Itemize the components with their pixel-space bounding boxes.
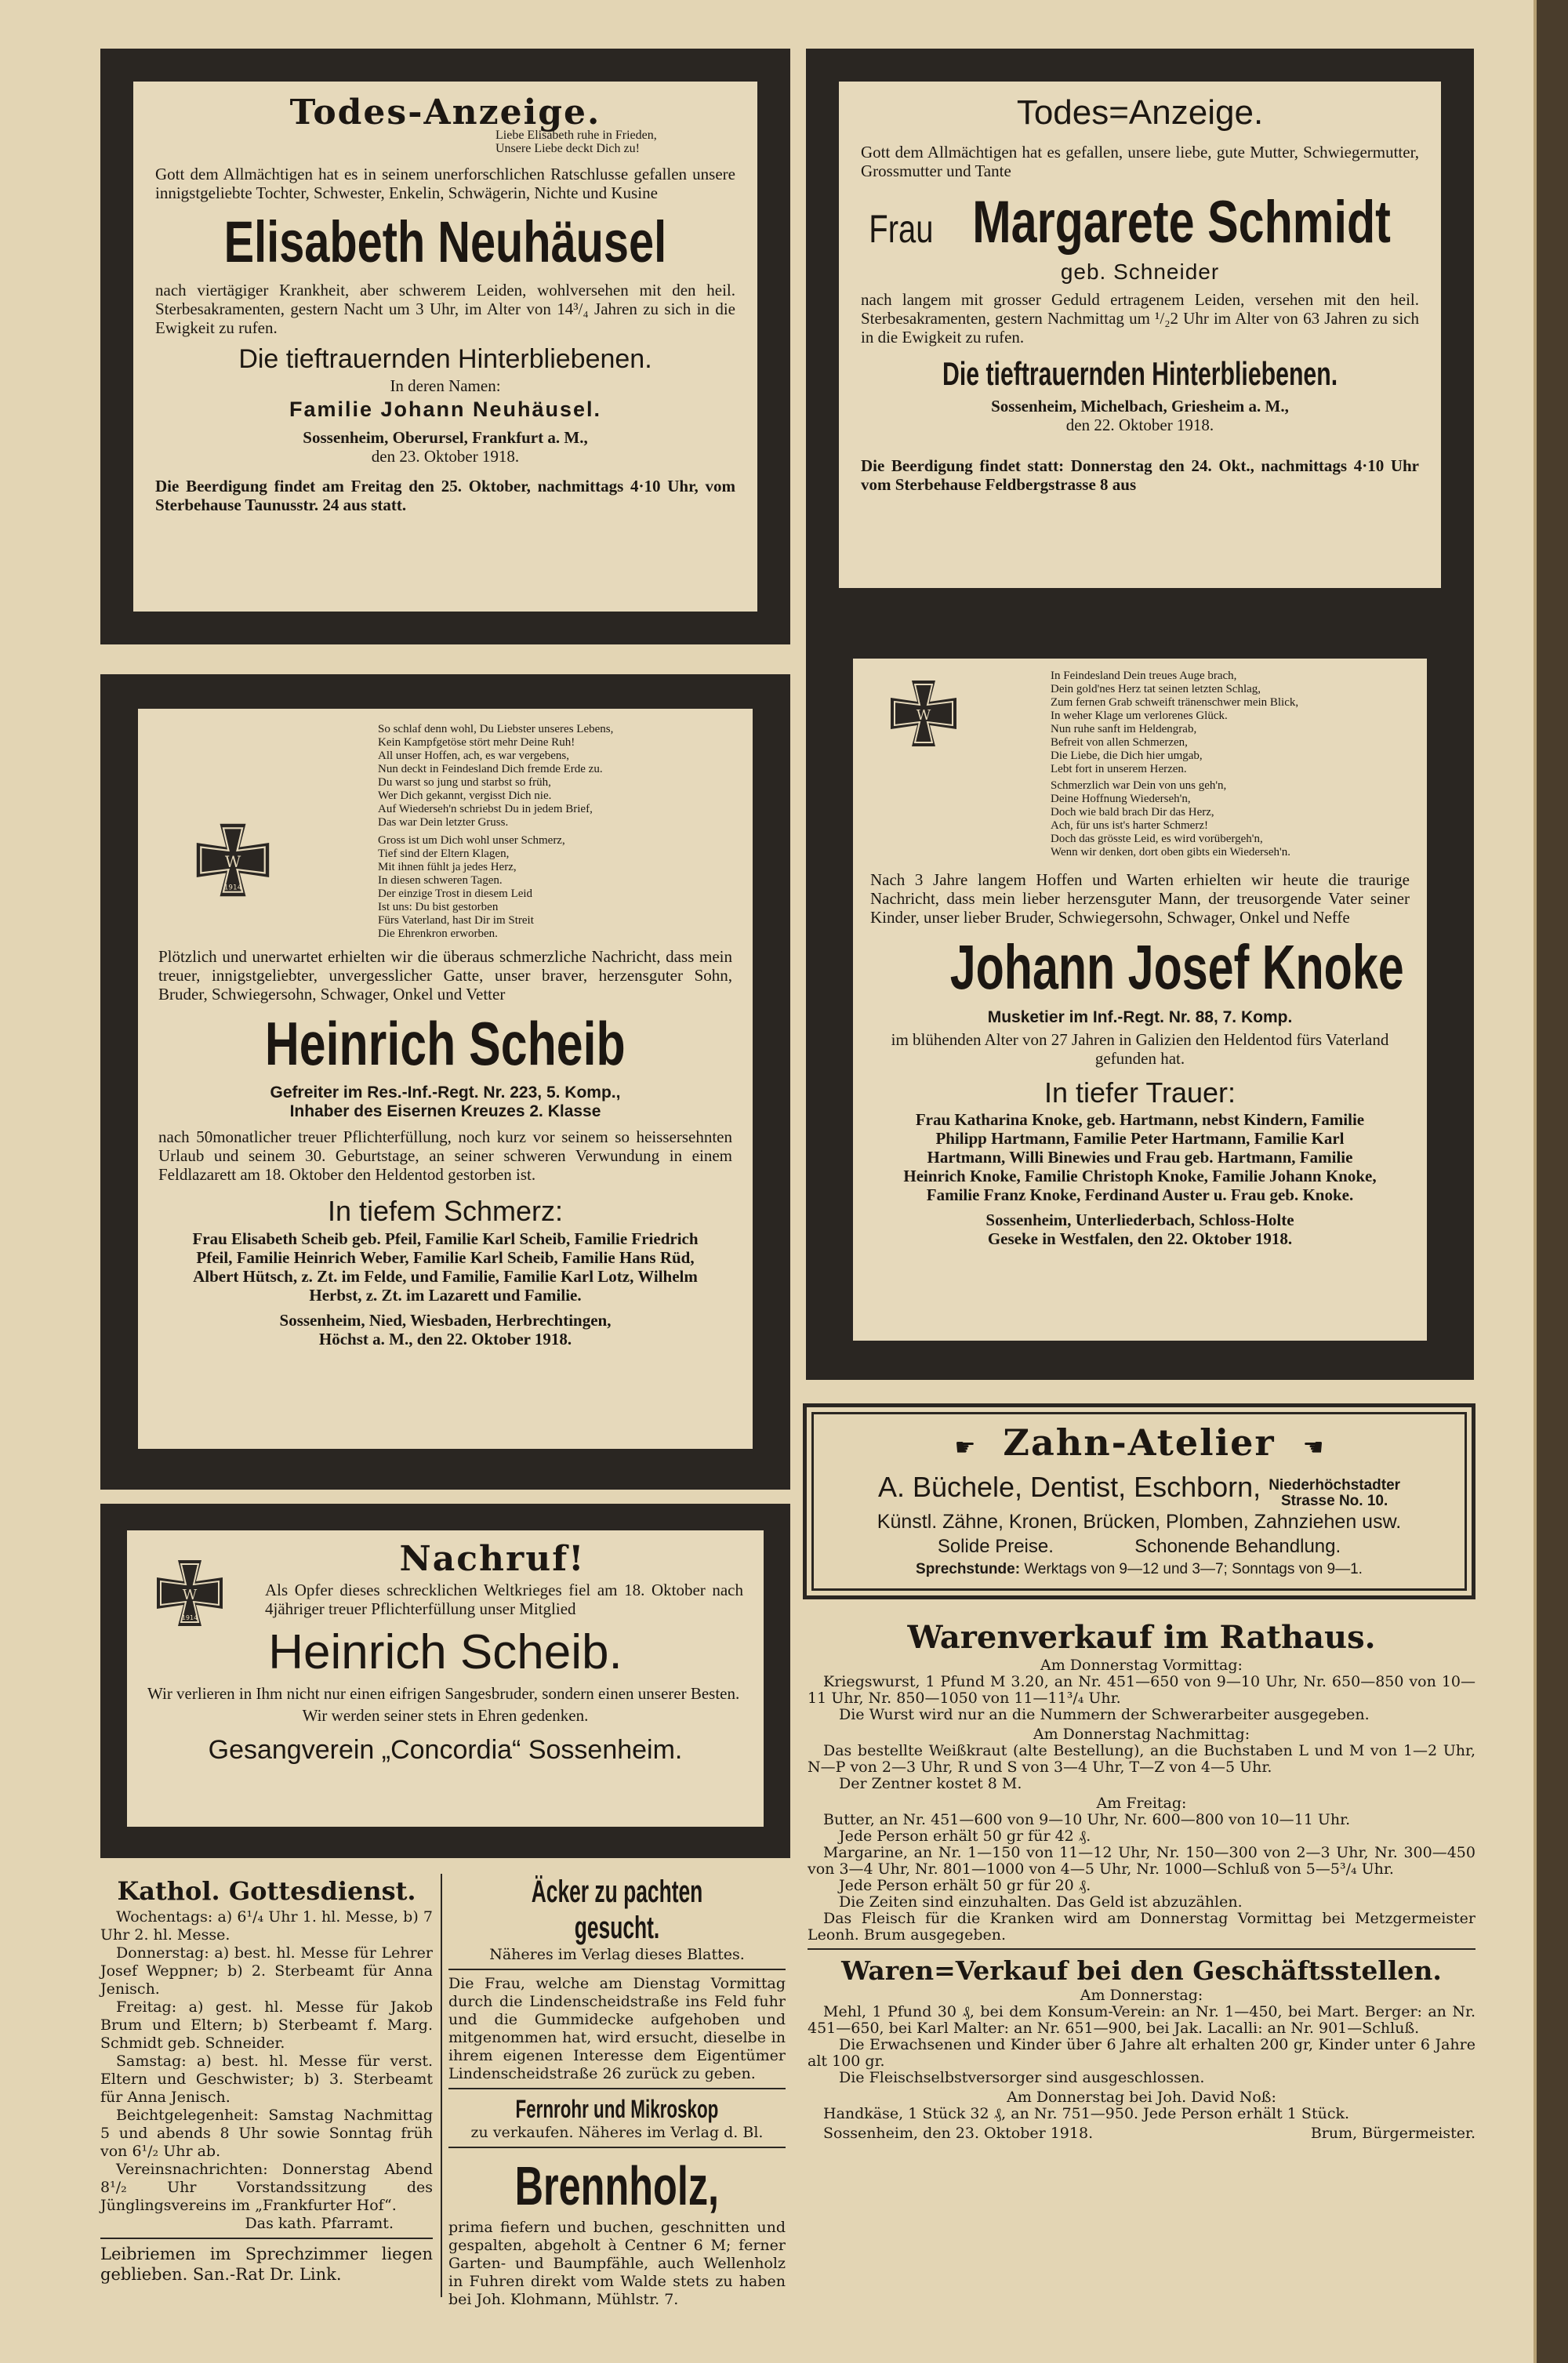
geschaeft-place: Sossenheim, den 23. Oktober 1918. bbox=[823, 2125, 1094, 2142]
classified-middle bbox=[448, 1874, 786, 2309]
kath-line: Freitag: a) gest. hl. Messe für Jakob Brum und Eltern; b) Sterbeamt f. Marg. Schmidt geb. Schneider. bbox=[100, 1998, 433, 2052]
death-notice-schmidt bbox=[806, 49, 1474, 621]
ad4-intro: Nach 3 Jahre langem Hoffen und Warten erhielten wir heute die traurige Nachricht, dass mein lieber herzensguter Mann, der treusorgende Vater seiner Kinder, unser lieber Bruder, Schwiegersohn, Schwager, Onkel und Neffe bbox=[870, 870, 1410, 927]
rathaus-line: Butter, an Nr. 451—600 von 9—10 Uhr, Nr. 600—800 von 10—11 Uhr. bbox=[823, 1811, 1351, 1828]
svg-text:W: W bbox=[182, 1587, 198, 1603]
brennholz-text: prima fiefern und buchen, geschnitten und gespalten, abgeholt à Centner 6 M; ferner Garten- und Baumpfähle, auch Wellenholz in Fuhren direkt vom Walde stets zu haben bei Joh. Klohmann, Mühlstr. 7. bbox=[448, 2219, 786, 2308]
ad2-date: den 22. Oktober 1918. bbox=[1065, 416, 1214, 434]
ad5-body1: Wir verlieren in Ihm nicht nur einen eifrigen Sangesbruder, sondern einen unserer Besten. bbox=[147, 1684, 740, 1703]
geschaeft-line: Mehl, 1 Pfund 30 ₰, bei dem Konsum-Verein: an Nr. 1—450, bei Mart. Berger: an Nr. 451—650, bei Karl Malter: an Nr. 651—900, bei Jak. Lacalli: an Nr. 901—Schluß. bbox=[808, 2003, 1475, 2037]
ad1-verse-line: Unsere Liebe deckt Dich zu! bbox=[495, 142, 640, 155]
ad4-name: Johann Josef Knoke bbox=[949, 932, 1404, 1002]
poem-line: Lebt fort in unserem Herzen. bbox=[1051, 763, 1187, 775]
ad4-rank: Musketier im Inf.-Regt. Nr. 88, 7. Komp. bbox=[987, 1008, 1293, 1026]
poem-line: Du warst so jung und starbst so früh, bbox=[378, 776, 551, 789]
dentist-ad bbox=[803, 1403, 1475, 1599]
poem-line: Ach, für uns ist's harter Schmerz! bbox=[1051, 819, 1208, 832]
ad3-rank: Gefreiter im Res.-Inf.-Regt. Nr. 223, 5. Komp., bbox=[270, 1083, 621, 1102]
ad5-title: Nachruf! bbox=[399, 1539, 586, 1579]
pointing-hand-left-icon: ☚ bbox=[1302, 1435, 1324, 1461]
svg-text:1914: 1914 bbox=[181, 1614, 198, 1621]
ad1-family: Familie Johann Neuhäusel. bbox=[289, 397, 602, 421]
ad1-name: Elisabeth Neuhäusel bbox=[223, 209, 667, 274]
zahn-title: Zahn-Atelier bbox=[1003, 1421, 1276, 1464]
zahn-title-row bbox=[826, 1421, 1452, 1470]
zahn-prices: Solide Preise. bbox=[937, 1536, 1054, 1558]
poem-line: Tief sind der Eltern Klagen, bbox=[378, 848, 510, 860]
zahn-address-line: Niederhöchstadter bbox=[1269, 1477, 1401, 1494]
poem-line: Auf Wiederseh'n schriebst Du in jedem Brief, bbox=[378, 803, 593, 815]
ad3-body: nach 50monatlicher treuer Pflichterfüllung, noch kurz vor seinem so heissersehnten Urlaub und seinem 30. Geburtstage, an seiner schweren Verwundung in einem Feldlazarett am 18. Oktober den Heldentod gestorben ist. bbox=[158, 1127, 732, 1184]
ad5-name: Heinrich Scheib. bbox=[268, 1625, 622, 1679]
fernrohr-sub: zu verkaufen. Näheres im Verlag d. Bl. bbox=[470, 2124, 764, 2141]
poem-line: Ist uns: Du bist gestorben bbox=[378, 901, 499, 913]
ad2-place: Sossenheim, Michelbach, Griesheim a. M., bbox=[991, 397, 1289, 416]
poem-line: Zum fernen Grab schweift tränenschwer mein Blick, bbox=[1051, 696, 1299, 709]
acker-sub: Näheres im Verlag dieses Blattes. bbox=[489, 1946, 745, 1963]
rathaus-line: Kriegswurst, 1 Pfund M 3.20, an Nr. 451—650 von 9—10 Uhr, Nr. 650—850 von 10—11 Uhr, Nr. 850—1050 von 11—11³/₄ Uhr. bbox=[808, 1673, 1475, 1707]
poem-line: Befreit von allen Schmerzen, bbox=[1051, 736, 1188, 749]
poem-line: All unser Hoffen, ach, es war vergebens, bbox=[378, 750, 569, 762]
death-notice-scheib bbox=[100, 674, 790, 1490]
zahn-treatment: Schonende Behandlung. bbox=[1134, 1536, 1341, 1558]
ad2-title: Todes=Anzeige. bbox=[1016, 93, 1264, 132]
rathaus-line: Der Zentner kostet 8 M. bbox=[839, 1775, 1022, 1792]
pointing-hand-right-icon: ☛ bbox=[954, 1435, 976, 1461]
ad1-intro: Gott dem Allmächtigen hat es in seinem unerforschlichen Ratschlusse gefallen unsere innigstgeliebte Tochter, Schwester, Enkelin, Schwägerin, Nichte und Kusine bbox=[155, 165, 735, 202]
poem-line: Fürs Vaterland, hast Dir im Streit bbox=[378, 914, 534, 927]
ad2-funeral: Die Beerdigung findet statt: Donnerstag den 24. Okt., nachmittags 4·10 Uhr vom Sterbehause Feldbergstrasse 8 aus bbox=[861, 456, 1419, 494]
rathaus-sales bbox=[808, 1618, 1475, 2142]
zahn-address-line: Strasse No. 10. bbox=[1281, 1493, 1388, 1510]
ad4-poem bbox=[1051, 670, 1410, 859]
poem-line: Wenn wir denken, dort oben gibts ein Wiederseh'n. bbox=[1051, 846, 1290, 858]
fernrohr-title: Fernrohr und Mikroskop bbox=[515, 2095, 719, 2123]
rathaus-line: Die Wurst wird nur an die Nummern der Schwerarbeiter ausgegeben. bbox=[839, 1706, 1370, 1723]
ad3-intro: Plötzlich und unerwartet erhielten wir die überaus schmerzliche Nachricht, dass mein treuer, innigstgeliebter, unvergesslicher Gatte, unser braver, herzensguter Sohn, Bruder, Schwiegersohn, Schwager, Onkel und Vetter bbox=[158, 947, 732, 1004]
mayor-signature: Brum, Bürgermeister. bbox=[1310, 2125, 1475, 2142]
death-notice-neuhaeusel bbox=[100, 49, 790, 644]
geschaeft-footer bbox=[808, 2125, 1475, 2142]
poem-line: In weher Klage um verlorenes Glück. bbox=[1051, 710, 1228, 722]
binding-edge bbox=[1534, 0, 1537, 2363]
geschaeft-day: Am Donnerstag bei Joh. David Noß: bbox=[1007, 2089, 1276, 2106]
ad2-mourners: Die tieftrauernden Hinterbliebenen. bbox=[942, 355, 1338, 392]
ad2-born: geb. Schneider bbox=[1060, 260, 1220, 284]
memorial-notice-concordia bbox=[100, 1504, 790, 1858]
svg-text:W: W bbox=[224, 852, 241, 871]
rathaus-line: Jede Person erhält 50 gr für 20 ₰. bbox=[839, 1877, 1091, 1894]
zahn-address bbox=[1269, 1478, 1400, 1509]
poem-line: Das war Dein letzter Gruss. bbox=[378, 816, 509, 829]
kath-signature: Das kath. Pfarramt. bbox=[245, 2215, 394, 2232]
poem-line: Doch das grösste Leid, es wird vorübergeh'n, bbox=[1051, 833, 1263, 845]
poem-line: Gross ist um Dich wohl unser Schmerz, bbox=[378, 834, 565, 847]
ad5-club: Gesangverein „Concordia“ Sossenheim. bbox=[208, 1735, 683, 1765]
kath-line: Beichtgelegenheit: Samstag Nachmittag 5 und abends 8 Uhr sowie Sonntag früh von 6¹/₂ Uhr ab. bbox=[100, 2107, 433, 2160]
kath-title: Kathol. Gottesdienst. bbox=[117, 1876, 416, 1906]
zahn-services: Künstl. Zähne, Kronen, Brücken, Plomben, Zahnziehen usw. bbox=[877, 1511, 1402, 1534]
death-notice-knoke bbox=[806, 619, 1474, 1380]
poem-line: Kein Kampfgetöse stört mehr Deine Ruh! bbox=[378, 736, 575, 749]
iron-cross-icon bbox=[151, 1554, 229, 1632]
zahn-hours-label: Sprechstunde: bbox=[916, 1561, 1021, 1578]
ad3-grief: In tiefem Schmerz: bbox=[327, 1195, 564, 1227]
ad2-intro: Gott dem Allmächtigen hat es gefallen, unsere liebe, gute Mutter, Schwiegermutter, Grossmutter und Tante bbox=[861, 143, 1419, 180]
ad5-intro: Als Opfer dieses schrecklichen Weltkrieges fiel am 18. Oktober nach 4jähriger treuer Pflichterfüllung unser Mitglied bbox=[265, 1581, 743, 1618]
poem-line: Doch wie bald brach Dir das Herz, bbox=[1051, 806, 1214, 819]
rathaus-day: Am Donnerstag Vormittag: bbox=[1040, 1657, 1243, 1674]
ad4-place2: Geseke in Westfalen, den 22. Oktober 1918. bbox=[987, 1229, 1293, 1248]
ad4-families: Frau Katharina Knoke, geb. Hartmann, nebst Kindern, Familie Philipp Hartmann, Familie Peter Hartmann, Familie Karl Hartmann, Willi Binewies und Frau geb. Hartmann, Familie Heinrich Knoke, Familie Christoph Knoke, Familie Johann Knoke, Familie Franz Knoke, Ferdinand Auster u. Frau geb. Knoke. bbox=[903, 1110, 1377, 1204]
rathaus-line: Das bestellte Weißkraut (alte Bestellung), an die Buchstaben L und M von 1—2 Uhr, N—P von 2—3 Uhr, R und S von 3—4 Uhr, T—Z von 4—5 Uhr. bbox=[808, 1742, 1475, 1776]
poem-line: So schlaf denn wohl, Du Liebster unseres Lebens, bbox=[378, 723, 614, 735]
ad1-mourners: Die tieftrauernden Hinterbliebenen. bbox=[238, 344, 652, 374]
svg-text:W: W bbox=[916, 707, 931, 724]
ad1-verse bbox=[495, 129, 657, 155]
rathaus-day: Am Freitag: bbox=[1096, 1795, 1187, 1812]
poem-line: Wer Dich gekannt, vergisst Dich nie. bbox=[378, 789, 552, 802]
poem-line: Mit ihnen fühlt ja jedes Herz, bbox=[378, 861, 517, 873]
iron-cross-icon bbox=[190, 817, 276, 903]
ad3-award: Inhaber des Eisernen Kreuzes 2. Klasse bbox=[289, 1102, 601, 1120]
poem-line: In diesen schweren Tagen. bbox=[378, 874, 503, 887]
svg-text:1914: 1914 bbox=[223, 884, 242, 892]
zahn-hours-text: Werktags von 9—12 und 3—7; Sonntags von 9—1. bbox=[1024, 1561, 1363, 1578]
ad1-place: Sossenheim, Oberursel, Frankfurt a. M., bbox=[303, 428, 588, 447]
poem-line: Die Ehrenkron erworben. bbox=[378, 927, 498, 940]
rathaus-day: Am Donnerstag Nachmittag: bbox=[1033, 1726, 1250, 1743]
ad1-title: Todes-Anzeige. bbox=[289, 93, 601, 132]
rathaus-line: Margarine, an Nr. 1—150 von 11—12 Uhr, Nr. 150—300 von 2—3 Uhr, Nr. 300—450 von 3—4 Uhr, Nr. 801—1000 von 4—5 Uhr, Nr. 1000—Schluß von 5—5³/₄ Uhr. bbox=[808, 1844, 1475, 1878]
lost-blanket-notice: Die Frau, welche am Dienstag Vormittag durch die Lindenscheidstraße ins Feld fuhr und die Gummidecke aufgehoben und mitgenommen hat, wird ersucht, dieselbe in ihrem eigenen Interesse dem Eigentümer Lindenscheidstraße 26 zurück zu geben. bbox=[448, 1975, 786, 2082]
geschaeft-day: Am Donnerstag: bbox=[1080, 1987, 1203, 2004]
poem-line: Der einzige Trost in diesem Leid bbox=[378, 887, 533, 900]
geschaeft-line: Handkäse, 1 Stück 32 ₰, an Nr. 751—950. Jede Person erhält 1 Stück. bbox=[823, 2105, 1350, 2122]
ad4-grief: In tiefer Trauer: bbox=[1044, 1076, 1236, 1109]
ad1-date: den 23. Oktober 1918. bbox=[371, 447, 520, 466]
rathaus-title: Warenverkauf im Rathaus. bbox=[907, 1619, 1376, 1656]
ad1-funeral: Die Beerdigung findet am Freitag den 25. Oktober, nachmittags 4·10 Uhr, vom Sterbehause Taunusstr. 24 aus statt. bbox=[155, 477, 735, 514]
kath-line: Wochentags: a) 6¹/₄ Uhr 1. hl. Messe, b) 7 Uhr 2. hl. Messe. bbox=[100, 1908, 433, 1944]
catholic-services bbox=[100, 1874, 433, 2285]
zahn-slogans bbox=[826, 1534, 1452, 1559]
ad3-families: Frau Elisabeth Scheib geb. Pfeil, Familie Karl Scheib, Familie Friedrich Pfeil, Familie Heinrich Weber, Familie Karl Scheib, Familie Hans Rüd, Albert Hütsch, z. Zt. im Felde, und Familie, Familie Karl Lotz, Wilhelm Herbst, z. Zt. im Lazarett und Familie. bbox=[192, 1229, 699, 1305]
poem-line: Nun ruhe sanft im Heldengrab, bbox=[1051, 723, 1197, 735]
brennholz-title: Brennholz, bbox=[514, 2155, 720, 2216]
binding-spine bbox=[1537, 0, 1568, 2363]
poem-line: Schmerzlich war Dein von uns geh'n, bbox=[1051, 779, 1227, 792]
poem-line: Deine Hoffnung Wiederseh'n, bbox=[1051, 793, 1191, 805]
ad4-place: Sossenheim, Unterliederbach, Schloss-Holte bbox=[985, 1211, 1294, 1229]
iron-cross-icon bbox=[884, 674, 963, 753]
rathaus-line: Das Fleisch für die Kranken wird am Donnerstag Vormittag bei Metzgermeister Leonh. Brum ausgegeben. bbox=[808, 1910, 1475, 1944]
ad3-place: Sossenheim, Nied, Wiesbaden, Herbrechtingen, bbox=[279, 1311, 612, 1330]
ad2-frau: Frau bbox=[869, 207, 934, 251]
kath-line: Vereinsnachrichten: Donnerstag Abend 8¹/₂ Uhr Vorstandssitzung des Jünglingsvereins im „Frankfurter Hof“. bbox=[100, 2161, 433, 2214]
kath-line: Donnerstag: a) best. hl. Messe für Lehrer Josef Weppner; b) 2. Sterbeamt für Anna Jenisch. bbox=[100, 1944, 433, 1998]
ad3-name: Heinrich Scheib bbox=[265, 1009, 626, 1078]
ad3-place2: Höchst a. M., den 22. Oktober 1918. bbox=[318, 1330, 572, 1348]
ad3-poem bbox=[378, 723, 732, 941]
geschaeft-line: Die Erwachsenen und Kinder über 6 Jahre alt erhalten 200 gr, Kinder unter 6 Jahre alt 100 gr. bbox=[808, 2036, 1475, 2070]
zahn-name: A. Büchele, Dentist, Eschborn, bbox=[877, 1471, 1261, 1503]
ad1-names-intro: In deren Namen: bbox=[390, 376, 501, 395]
poem-line: Nun deckt in Feindesland Dich fremde Erde zu. bbox=[378, 763, 603, 775]
zahn-name-row bbox=[826, 1470, 1452, 1509]
geschaeft-line: Die Fleischselbstversorger sind ausgeschlossen. bbox=[839, 2069, 1205, 2086]
ad5-body2: Wir werden seiner stets in Ehren gedenken. bbox=[302, 1706, 589, 1725]
ad4-body: im blühenden Alter von 27 Jahren in Galizien den Heldentod fürs Vaterland gefunden hat. bbox=[891, 1030, 1389, 1068]
kath-line: Samstag: a) best. hl. Messe für verst. Eltern und Geschwister; b) 3. Sterbeamt für Anna Jenisch. bbox=[100, 2053, 433, 2106]
ad2-name: Frau Margarete Schmidt bbox=[869, 189, 1391, 256]
geschaeft-title: Waren=Verkauf bei den Geschäftsstellen. bbox=[841, 1955, 1442, 1986]
ad2-body: nach langem mit grosser Geduld ertragenem Leiden, versehen mit den heil. Sterbesakramenten, gestern Nachmittag um ¹/₂2 Uhr im Alter von 63 Jahren zu sich in die Ewigkeit zu rufen. bbox=[861, 290, 1419, 347]
rathaus-line: Die Zeiten sind einzuhalten. Das Geld ist abzuzählen. bbox=[839, 1893, 1243, 1911]
ad1-body: nach viertägiger Krankheit, aber schwerem Leiden, wohlversehen mit den heil. Sterbesakramenten, gestern Nacht um 3 Uhr, im Alter von 14³/₄ Jahren zu sich in die Ewigkeit zu rufen. bbox=[155, 281, 735, 337]
poem-line: Die Liebe, die Dich hier umgab, bbox=[1051, 750, 1203, 762]
lost-belt-notice: Leibriemen im Sprechzimmer liegen geblieben. San.-Rat Dr. Link. bbox=[100, 2245, 433, 2284]
ad1-verse-line: Liebe Elisabeth ruhe in Frieden, bbox=[495, 129, 657, 142]
poem-line: Dein gold'nes Herz tat seinen letzten Schlag, bbox=[1051, 683, 1261, 695]
acker-title: Äcker zu pachten gesucht. bbox=[531, 1875, 703, 1945]
poem-line: In Feindesland Dein treues Auge brach, bbox=[1051, 670, 1237, 682]
column-rule bbox=[441, 1874, 442, 2297]
zahn-hours bbox=[826, 1559, 1452, 1580]
rathaus-line: Jede Person erhält 50 gr für 42 ₰. bbox=[839, 1828, 1091, 1845]
